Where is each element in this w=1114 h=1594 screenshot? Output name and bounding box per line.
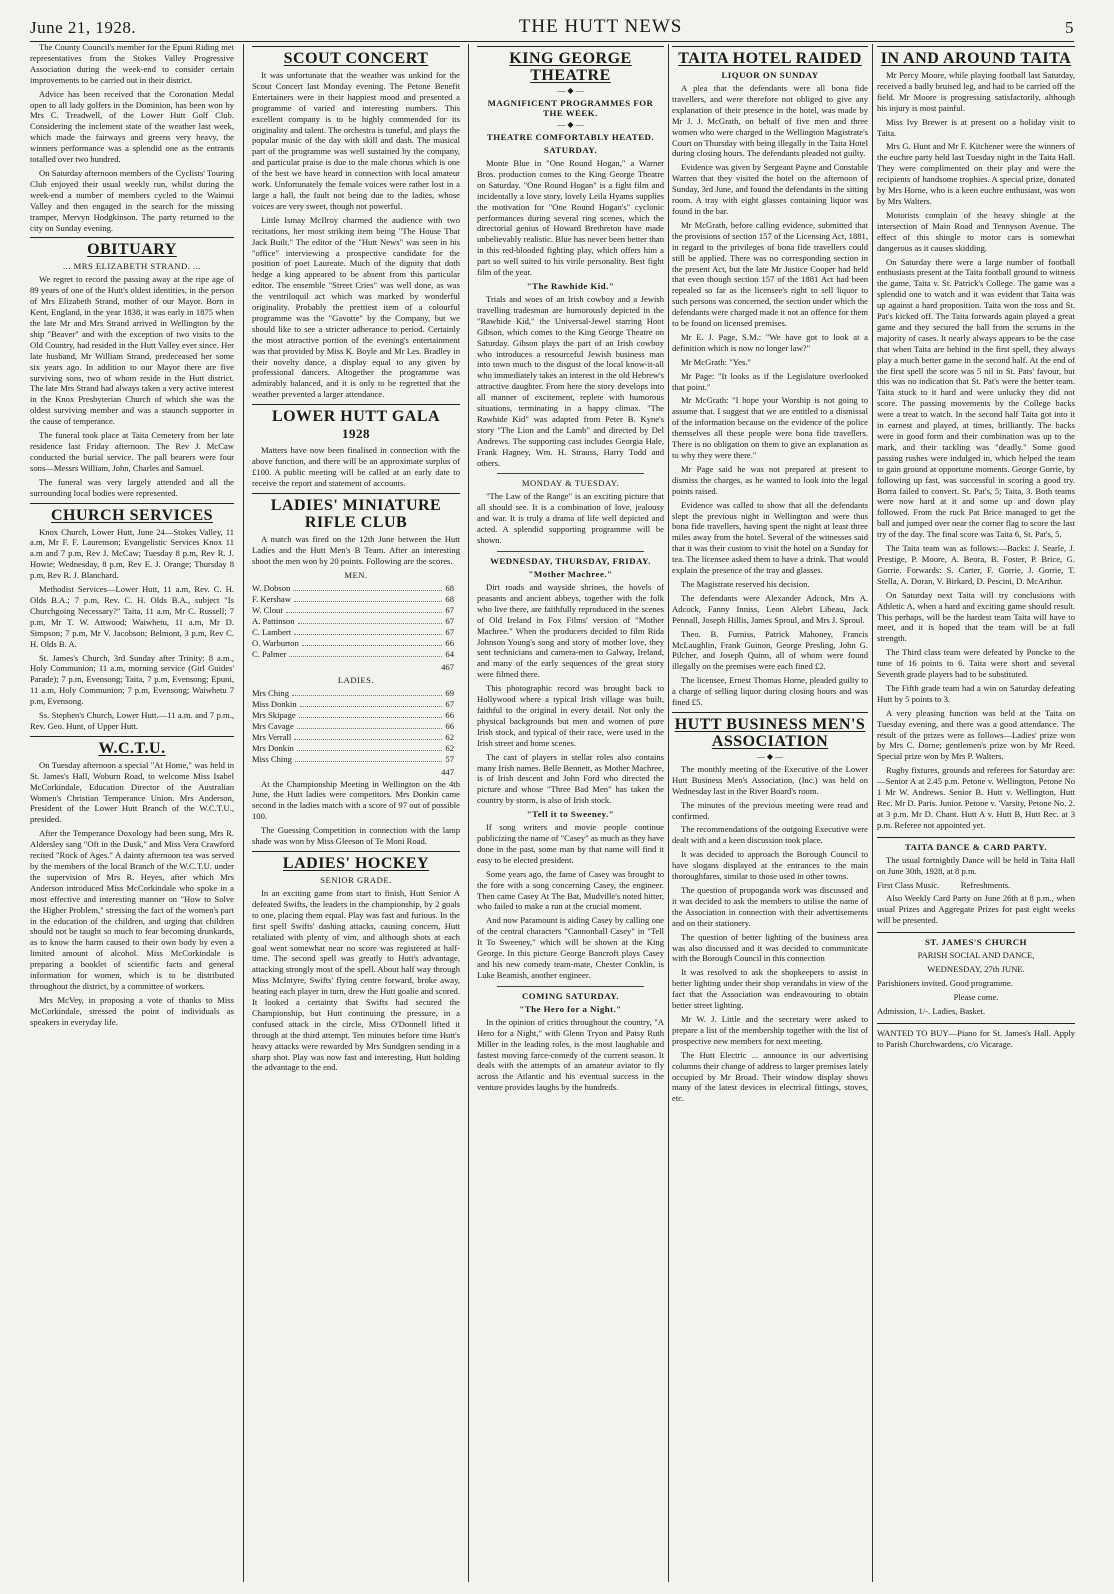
article-paragraph: The monthly meeting of the Executive of the Lower Hutt Business Men's Association, (Inc.) was held on Wednesday last in the River Board's room. <box>672 763 868 796</box>
ladies-scores-list <box>252 688 460 765</box>
church-services-heading: CHURCH SERVICES <box>30 503 234 524</box>
article-paragraph: Rugby fixtures, grounds and referees for Saturday are:—Senior A at 2.45 p.m. Petone v. Wellington, Petone No 1 Mr W. Andrews. Senior B. Hutt v. Wellington, Hutt Rec. Mr D. Paris. Junior. Petone v. 'Varsity, Petone No. 2. at 3 p.m. Mr D. Chant. Hutt A v. Hutt B, Hutt Rec. at 3 p.m. Referee not appointed yet. <box>877 765 1075 830</box>
article-paragraph: The question of better lighting of the business area was also discussed and it was decided to communicate with the Borough Council in this connection <box>672 931 868 964</box>
sweeney-heading: "Tell it to Sweeney." <box>526 809 615 820</box>
masthead <box>30 8 1074 42</box>
score-row: Miss Ching 57 <box>252 753 454 764</box>
ladies-scores-heading: LADIES. <box>337 674 375 685</box>
ad-line: First Class Music. Refreshments. <box>877 879 1011 890</box>
article-paragraph: The question of propoganda work was discussed and it was decided to ask the members to utilise the name of the Association in connection with their advertisements and on their stationery. <box>672 885 868 928</box>
theatre-subheading: THEATRE COMFORTABLY HEATED. <box>486 132 655 142</box>
article-paragraph: The cast of players in stellar roles also contains many Irish names. Belle Bennett, as Mother Machree, is of Irish descent and John Ford who directed the picture and whose "Three Bad Men" has taken the country by storm, is also of Irish stock. <box>477 751 664 806</box>
article-paragraph: We regret to record the passing away at the ripe age of 89 years of one of the Hutt's oldest identities, in the person of Mrs Elizabeth Strand, mother of our Mayor. Born in Kent, England, in the year 1838, it was early in 1875 when the late Mr and Mrs Strand arrived in Wellington by the ship "Beaver" and with the exception of two visits to the Old Country, had resided in the Hutt Valley ever since. Her late husband, Mr William Strand, predeceased her some six years ago. In addition to our Mayor there are five surviving sons, two of whom reside in the Hutt district. The late Mrs Strand had always taken a very active interest in the Knox Presbyterian Church of which she was the oldest surviving member and was a staunch supporter in the cause of temperance. <box>30 274 234 427</box>
score-row: W. Dobson 68 <box>252 582 454 593</box>
column-1 <box>30 42 234 1582</box>
mother-machree-heading: "Mother Machree." <box>528 569 613 579</box>
scout-concert-heading: SCOUT CONCERT <box>252 46 460 67</box>
rawhide-heading: "The Rawhide Kid." <box>526 280 615 291</box>
ad-line: Admission, 1/-. Ladies, Basket. <box>877 1005 986 1016</box>
st-james-ad-heading: ST. JAMES'S CHURCH <box>925 937 1027 948</box>
article-paragraph: The Taita team was as follows:—Backs: J. Searle, J. Prestige, P. Moore, A. Beora, B. Foster, P. Brice, G. Gorrie. Forwards: S. Carter, F. Gorrie, J. Gorrie, T. Stella, A. Doran, V. Birkard, D. Pescini, D. McArthur. <box>877 543 1075 586</box>
article-paragraph: The funeral took place at Taita Cemetery from her late residence last Friday afternoon. The Rev J. McCaw conducted the burial service. The pall bearers were four sons—Messrs William, John, Charles and Samuel. <box>30 430 234 473</box>
score-row: W. Clout 67 <box>252 604 454 615</box>
saturday-heading: SATURDAY. <box>543 145 598 155</box>
article-paragraph: St. James's Church, 3rd Sunday after Trinity: 8 a.m., Holy Communion; 11 a.m, morning service (Girl Guides' Parade); 7 p.m, Evensong; Taita, 7 p.m, Evensong; Epuni, 11 a.m, Holy Communion; 7 p.m, Evensong; Waiwhetu 7 p.m, Evensong. <box>30 652 234 707</box>
article-paragraph: Motorists complain of the heavy shingle at the intersection of Main Road and Tennyson Avenue. The effect of this shingle to motor cars is somewhat dangerous as it causes skidding. <box>877 209 1075 253</box>
hotel-raided-subheading: LIQUOR ON SUNDAY <box>721 70 819 80</box>
dance-ad-heading: TAITA DANCE & CARD PARTY. <box>904 841 1048 852</box>
wctu-heading: W.C.T.U. <box>30 736 234 757</box>
score-row: Mrs Verrall 62 <box>252 731 454 742</box>
divider <box>877 1023 1075 1024</box>
business-mens-heading: HUTT BUSINESS MEN'S ASSOCIATION <box>672 712 868 750</box>
article-paragraph: Mr McGrath: "I hope your Worship is not going to assume that. I suggest that we are entitled to a dismissal of the information because on the evidence of the police themselves all these people were bona fide travellers. There is no obligation on them to give an explanation as to why they were there." <box>672 395 868 460</box>
hotel-raided-heading: TAITA HOTEL RAIDED <box>672 46 868 67</box>
monday-heading: MONDAY & TUESDAY. <box>521 478 620 489</box>
article-paragraph: Trials and woes of an Irish cowboy and a Jewish travelling tradesman are humorously depicted in the "Rawhide Kid," the Universal-Jewel starring Hoot Gibson, which comes to the King George Theatre on Saturday. Gibson plays the part of an Irish cowboy who introduces a resourceful Jewish business man into town much to the disgust of the local know-it-all who immediately takes an interest in the old Hebrew's attractive daughter. From here the story develops into all manner of excitement, replete with humorous situations, terminating in a happy climax. "The Rawhide Kid" was adapted from Peter B. Kyne's story "The Lion and the Lamb" and directed by Del Andrews. The supporting cast includes Georgia Hale, Frank Hagney, Wm. H. Strauss, Harry Todd and others. <box>477 293 664 468</box>
divider <box>877 932 1075 933</box>
article-paragraph: Little Ismay McIlroy charmed the audience with two recitations, her most striking item being "The House That Jack Built." The editor of the "Hutt News" was seen in his "office" interviewing a prospective candidate for the position of poet Laureate. Much of the dignity that doth hedge a king appeared to be absent from this particular editor. The ensemble "Street Cries" was well done, as was the ventriloquil act which was marked by wonderful originality. Probably the prettiest item of a colourful programme was the "Gavotte" by the Company, but we should like to see a stricter adherance to period. Certainly the most attractive portion of the evening's entertainment was that provided by Miss K. Boyle and Mr Les. Bradley in their novelty dance, a display equal to any given by professional dancers. Altogether the programme was admirably balanced, and it is only to be regretted that the weather prevented a larger attendance. <box>252 214 460 400</box>
gala-year: 1928 <box>342 426 370 442</box>
issue-date: June 21, 1928. <box>30 18 137 37</box>
score-row: F. Kershaw 68 <box>252 593 454 604</box>
article-paragraph: On Tuesday afternoon a special "At Home," was held in St. James's Hall, Woburn Road, to welcome Miss Isabel McCorkindale, Education Director of the Australian Women's Christian Temperance Union. Mrs Anderson, President of the Lower Hutt Branch of the W.C.T.U., presided. <box>30 759 234 825</box>
theatre-subheading: MAGNIFICENT PROGRAMMES FOR THE WEEK. <box>487 98 654 118</box>
obituary-subheading: ... MRS ELIZABETH STRAND. ... <box>63 261 201 272</box>
column-rule <box>468 44 469 1582</box>
article-paragraph: In the opinion of critics throughout the country, "A Hero for a Night," with Glenn Tryon and Patsy Ruth Miller in the leading roles, is the most laughable and fastest moving farce-comedy of the current season. It deals with the attempts of an amateur aviator to fly across the Atlantic and his eventual success in the venture provides laughs by the hundreds. <box>477 1016 664 1093</box>
article-paragraph: The Third class team were defeated by Poncke to the tune of 16 points to 6. Taita were short and several Seventh grade players had to be substituted. <box>877 647 1075 680</box>
article-paragraph: The County Council's member for the Epuni Riding met representatives from the Stokes Valley Progressive Association during the week-end to consider certain improvements to be carried out in their district. <box>30 42 234 85</box>
column-rule <box>243 44 244 1582</box>
divider <box>877 837 1075 838</box>
article-paragraph: Miss Ivy Brewer is at present on a holiday visit to Taita. <box>877 116 1075 138</box>
ad-line: Also Weekly Card Party on June 26th at 8 p.m., when usual Prizes and Aggregate Prizes for past eight weeks will be presented. <box>877 893 1075 926</box>
article-paragraph: It was decided to approach the Borough Council to have slogans displayed at the entrances to the main thoroughfares, similar to those used in other towns. <box>672 849 868 882</box>
column-rule <box>668 44 669 1582</box>
article-paragraph: Mr W. J. Little and the secretary were asked to prepare a list of the membership together with the list of prospective new members for next meeting. <box>672 1013 868 1046</box>
score-row: O. Warburton 66 <box>252 637 454 648</box>
score-row: C. Lambert 67 <box>252 626 454 637</box>
men-scores-list <box>252 583 460 660</box>
men-scores-heading: MEN. <box>344 569 368 580</box>
article-paragraph: Knox Church, Lower Hutt, June 24—Stokes Valley, 11 a.m, Mr F. F. Laurenson; Evangelistic Services Knox 11 a.m and 7 p.m, Rev J. McCaw; Tuesday 8 p.m, Rev R. J. Howie; Wednesday, 8 p.m, Rev E. J. Orange; Thursday 8 p.m, Rev R. J. Blanchard. <box>30 526 234 581</box>
score-row: Mrs Skipage 66 <box>252 709 454 720</box>
article-paragraph: The funeral was very largely attended and all the surrounding local bodies were represented. <box>30 476 234 498</box>
article-paragraph: Mr Page said he was not prepared at present to dismiss the charges, as he wanted to look into the legal points raised. <box>672 463 868 496</box>
theatre-heading-line2: THEATRE <box>530 67 611 84</box>
rifle-club-heading: LADIES' MINIATURE RIFLE CLUB <box>252 493 460 531</box>
article-paragraph: Monte Blue in "One Round Hogan," a Warner Bros. production comes to the King George Theatre on Saturday. "One Round Hogan" is a fight film and incidentally a love story, lovely Leila Hyams supplies the motivation for "One Round Hogan's" cyclonic performances during several ring scenes, which the directorial genius of Howard Brethreton have made unbelievably realistic. Blue has never been better than in this red-blooded fighting play, which offers him a part so well suited to his virile personality. Best fight film of the year. <box>477 158 664 278</box>
wednesday-heading: WEDNESDAY, THURSDAY, FRIDAY. <box>490 556 651 566</box>
article-paragraph: After the Temperance Doxology had been sung, Mrs R. Aldersley sang "Oft in the Dusk," and Miss Vera Crawford recited "Rock of Ages." A dainty afternoon tea was served by the members of the local Branch of the W.C.T.U. under the supervision of Mrs R. Heyes, after which Mrs Anderson introduced Miss McCorkindale who spoke in a most effective and interesting manner on "How to Solve the Higher Problem," stressing the fact of the women's part in the education of the children, and urging that children should not be taught so much to fear becoming drunkards, as to know the harm caused to their own body by even a limited amount of alcohol. Miss McCorkindale is preparing a booklet of scientific facts and general information for women, which is to be distributed throughout the district, by a committee of workers. <box>30 828 234 991</box>
score-row: Mrs Donkin 62 <box>252 742 454 753</box>
article-paragraph: Dirt roads and wayside shrines, the hovels of peasants and ancient abbeys, together with the folk who live there, are faithfully reproduced in the scenes of Old Ireland in Fox Films' version of "Mother Machree." When the producers decided to film Rida Johnson Young's song and story of mother love, they sent technicians and camera-men to Galway, Ireland, and many of the early sequences of the great story were filmed there. <box>477 582 664 680</box>
divider <box>497 986 644 987</box>
ad-line: Please come. <box>953 991 999 1002</box>
page-number: 5 <box>1065 18 1074 37</box>
article-paragraph: On Saturday next Taita will try conclusions with Athletic A, when a hard and exciting game should result. This perhaps, will be the hardest team Taita will have to meet, and it is hoped that the team will be at full strength. <box>877 589 1075 644</box>
article-paragraph: The licensee, Ernest Thomas Horne, pleaded guilty to a charge of selling liquor during closing hours and was fined £5. <box>672 675 868 708</box>
article-paragraph: Advice has been received that the Coronation Medal open to all lady golfers in the Dominion, has been won by Mrs C. Treadwell, of the Lower Hutt Golf Club. Considering the inclement state of the weather last week, which made the fairways and greens very heavy, the winners performance was a splendid one as the entrants totalled over two hundred. <box>30 88 234 165</box>
score-row: Mrs Cavage 66 <box>252 720 454 731</box>
obituary-heading: OBITUARY <box>30 237 234 258</box>
divider <box>497 551 644 552</box>
article-paragraph: The minutes of the previous meeting were read and confirmed. <box>672 799 868 821</box>
article-paragraph: Mr Page: "It looks as if the Legislature overlooked that point." <box>672 370 868 392</box>
article-paragraph: The Fifth grade team had a win on Saturday defeating Hutt by 5 points to 3. <box>877 682 1075 704</box>
article-paragraph: In an exciting game from start to finish, Hutt Senior A defeated Swifts, the leaders in the championship, by 2 goals to one, placing them equal. Play was fast and furious. In the first spell Swifts' dashing attacks, causing concern, Hutt retaliated with plenty of vim, and although shots at each goal went somewhat near no score was registered at half-time. The second spell was greatly to Hutt's advantage, attacking strongly most of the spell. About half way through Miss McIntyre, Swifts' flying centre forward, broke away, beating each player in turn, drew the Hutt goalie and scored. It looked a certainty that Swifts had secured the Championship, but Hutt continuing the pressure, in a confused attack in the circle, Miss O'Donnell lifted it through at the third attempt. Ten minutes before time Hutt's heavy attacks were rewarded by Mrs Sundgren sending in a sharp shot. Play was now fast and interesting, Hutt holding the advantage to the end. <box>252 887 460 1073</box>
divider <box>497 473 644 474</box>
article-paragraph: The Hutt Electric ... announce in our advertising columns their change of address to larger premises lately occupied by Mr Broad. Their window display shows many of the latest devices in electrical fittings, stoves, etc. <box>672 1049 868 1104</box>
article-paragraph: If song writers and movie people continue publicizing the name of "Casey" as much as they have done in the past, some man by that name will find it easy to be elected president. <box>477 822 664 865</box>
ad-line: WEDNESDAY, 27th JUNE. <box>927 964 1025 975</box>
article-paragraph: Evidence was called to show that all the defendants slept the previous night in Wellington and were thus bona fide travellers, having spent the night at least three miles away from the hotel. Several of the witnesses said that it was their custom to visit the hotel on a Sunday for tea. The licensee asked them to have a drink. That would explain the presence of the tray and glasses. <box>672 499 868 576</box>
article-paragraph: The Guessing Competition in connection with the lamp shade was won by Miss Gleeson of Te Moni Road. <box>252 825 460 847</box>
article-paragraph: The recommendations of the outgoing Executive were dealt with and a keen discussion took place. <box>672 824 868 846</box>
article-paragraph: A very pleasing function was held at the Taita on Tuesday evening, and there was a good attendance. The result of the prizes were as follows—Ladies' prize won by Mrs C. Dorne; gentlemen's prize won by Mr Reed. Special prize won by Mrs P. Walters. <box>877 707 1075 762</box>
column-4 <box>672 42 868 1582</box>
article-paragraph: "The Law of the Range" is an exciting picture that all should see. It is a combination of love, jealousy and war. It is truly a drama of life well depicted and acted. A splendid supporting programme will be shown. <box>477 491 664 546</box>
article-paragraph: This photographic record was brought back to Hollywood where a typical Irish village was built, faithful to the original in every detail. Not only the physical backgrounds but men and women of pure Irish stock, and typical of their race, were used in the Irish street and home scenes. <box>477 683 664 748</box>
ad-line: Parishioners invited. Good programme. <box>877 977 1013 988</box>
hockey-subheading: SENIOR GRADE. <box>320 874 392 885</box>
wanted-ad: WANTED TO BUY—Piano for St. James's Hall. Apply to Parish Churchwardens, c/o Vicarage. <box>877 1027 1075 1049</box>
article-paragraph: The defendants were Alexander Adcock, Mrs A. Adcock, Fanny Inniss, Leon Alebrt Libeau, Jack Pennall, Joseph Hillis, James Sproul, and Mrs J. Sproul. <box>672 592 868 625</box>
article-paragraph: It was resolved to ask the shopkeepers to assist in better lighting under their shop verandahs in view of the fact that the Association was endeavouring to obtain better street lighting. <box>672 967 868 1011</box>
article-paragraph: The Magistrate reserved his decision. <box>681 578 810 589</box>
gala-heading: LOWER HUTT GALA <box>252 404 460 425</box>
article-paragraph: Theo. B. Furniss, Patrick Mahoney, Francis McLaughlin, Frank Guinon, George Presling, John G. Pilcher, and Joseph Quinn, all of whom were found illegally on the premises were each fined £2. <box>672 628 868 672</box>
column-2 <box>252 42 460 1582</box>
hockey-heading: LADIES' HOCKEY <box>252 851 460 872</box>
article-paragraph: A plea that the defendants were all bona fide travellers, and were therefore not obliged to give any explanation of their presence in the hotel, was made by Mr J. J. McGrath, on behalf of five men and three women who were charged in the Wellington Magistrate's Court on Thursday with being illegally in the Taita Hotel during closing hours. The defendants pleaded not guilty. <box>672 83 868 159</box>
in-and-around-taita-heading: IN AND AROUND TAITA <box>877 46 1075 67</box>
article-paragraph: Mrs G. Hunt and Mr F. Kitchener were the winners of the euchre party held last Tuesday night in the Taita Hall. They were complimented on their play and were the recipients of handsome trophies. A special prize, donated by Mrs Horne, who is a keen euchre enthusiast, was won by Mrs Walters. <box>877 141 1075 206</box>
article-paragraph: Mrs McVey, in proposing a vote of thanks to Miss McCorkindale, stressed the point of individuals as speakers in everyday life. <box>30 994 234 1027</box>
article-paragraph: Mr McGrath, before calling evidence, submitted that the provisions of section 157 of the Licensing Act, 1881, in regard to the privileges of bona fide travellers could still be applied. There was no corresponding section in the present Act, but the late Mr Justice Cooper had held that even though section 157 of the 1881 Act had been repealed so far as the licensee's right to sell liquor to such persons was concerned, the section under which the defendants were charged made it not an offence for them to be found on licensed premises. <box>672 219 868 329</box>
article-paragraph: Matters have now been finalised in connection with the above function, and there will be an approximate surplus of £100. A public meeting will be called at an early date to receive the report and statement of accounts. <box>252 445 460 488</box>
article-paragraph: Mr Percy Moore, while playing football last Saturday, received a badly bruised leg, and had to be carried off the field. Mr Moore is progressing satisfactorily, although his injury is most painful. <box>877 70 1075 113</box>
article-paragraph: A match was fired on the 12th June between the Hutt Ladies and the Hutt Men's B Team. After an interesting shoot the men won by 20 points. Following are the scores. <box>252 533 460 566</box>
article-paragraph: Some years ago, the fame of Casey was brought to the fore with a song concerning Casey, the engineer. Then came Casey At The Bat, Mudville's noted hitter, who failed to make a run at the crucial moment. <box>477 868 664 912</box>
theatre-heading: KING GEORGE <box>477 46 664 67</box>
score-row: C. Palmer 64 <box>252 648 454 659</box>
score-row: A. Pattinson 67 <box>252 615 454 626</box>
article-paragraph: And now Paramount is aiding Casey by calling one of the central characters "Cannonball Casey" in "Tell It To Sweeney," which will be shown at the King George. In this picture George Bancroft plays Casey and his new comedy team-mate, Chester Conklin, is Luke Beamish, another engineer. <box>477 915 664 980</box>
score-row: Miss Donkin 67 <box>252 698 454 709</box>
column-5 <box>877 42 1075 1582</box>
ladies-total: 447 <box>441 766 454 777</box>
ad-line: The usual fortnightly Dance will be held in Taita Hall on June 30th, 1928, at 8 p.m. <box>877 854 1075 876</box>
column-3 <box>477 42 664 1582</box>
ornament: — ◆ — <box>756 751 784 761</box>
score-row: Mrs Ching 69 <box>252 687 454 698</box>
article-paragraph: On Saturday there were a large number of football enthusiasts present at the Taita football ground to witness the game, Taita v. St. Patrick's College. The game was a splendid one to watch and it was evident that Taita was up against a hard proposition. Taita won the toss and St. Pat's kicked off. The Taita forwards again played a great game and they secured the ball from the scrums in the majority of cases. It nearly always appears to be the case that when Taita are behind in the first spell, they always play a much better game in the second half. At the end of the first spell the score was 5 nil in St. Pats' favour, but this was no indication that St. Pat's were the better team. Taita stuck to it hard and were unlucky they did not score. The passing movements by the College backs were a treat to watch. In the second half Taita got into it in earnest and played, at times, brilliantly. The backs were in good form and their combination was up to the mark, and their tackling was "deadly." Some good passing rushes were indulged in, which helped the team to gain ground at opportune moments. George Gorrie, by following up fast, was successful in scoring a good try. Borra failed to convert. St. Pat's, 5; Taita, 3. Both teams were now hard at it and some up and down play followed. From the ruck Pat Brice managed to get the ball and jumped over near the corner flag to score the last try of the day. The final score was Taita 6, St. Pat's, 5. <box>877 256 1075 540</box>
article-paragraph: On Saturday afternoon members of the Cyclists' Touring Club enjoyed their usual weekly run, whilst during the week-end a number of members cycled to the Waimui Valley and then engaged in the search for the missing tramper, Mervyn Hodgkinson. The party returned to the city on Sunday evening. <box>30 167 234 233</box>
newspaper-title: THE HUTT NEWS <box>518 16 683 37</box>
article-paragraph: At the Championship Meeting in Wellington on the 4th June, the Hutt ladies were competitors. Mrs Donkin came second in the ladies match with a score of 97 out of possible 100. <box>252 778 460 822</box>
ornament: — ◆ — <box>557 86 584 95</box>
men-total: 467 <box>441 661 454 672</box>
article-paragraph: Ss. Stephen's Church, Lower Hutt.—11 a.m. and 7 p.m., Rev. Geo. Hunt, of Upper Hutt. <box>30 710 234 731</box>
article-paragraph: Evidence was given by Sergeant Payne and Constable Warren that they visited the hotel on the afternoon of Sunday, 3rd June, and found the defendants in the sitting room. A tray with eight glasses containing liquor was found in the bar. <box>672 162 868 216</box>
ad-line: PARISH SOCIAL AND DANCE, <box>917 950 1035 961</box>
article-paragraph: Methodist Services—Lower Hutt, 11 a.m, Rev. C. H. Olds B.A.; 7 p.m, Rev. C. H. Olds B.A., subject "Is Churchgoing Necessary?" Taita, 11 a.m, Mr C. Russell; 7 p.m, Mr T. W. Attwood; Waiwhetu, 11 a.m, Mr D. Simpson; 7 p.m, Mr V. Jacobson; Belmont, 3 p.m, Rev C. H. Olds B. A. <box>30 584 234 649</box>
article-paragraph: It was unfortunate that the weather was unkind for the Scout Concert last Monday evening. The Petone Benefit Entertainers were in their happiest mood and presented a programme of varied and interesting numbers. This excellent company is to be highly commended for its originality and talent. The orchestra is tuneful, and plays the popular music of the day with skill and dash. The musical part of the programme was well sustained by the company, and particular praise is due to the male chorus which is one of the best we have heard in connection with local amateur work. Unfortunately the female voices were rather lost in a large a hall, the fault not being due to the ladies, whose voices are very sweet, though not powerful. <box>252 70 460 211</box>
ornament: — ◆ — <box>557 120 584 129</box>
coming-saturday-heading: COMING SATURDAY. <box>521 990 620 1001</box>
column-rule <box>872 44 873 1582</box>
article-paragraph: Mr E. J. Page, S.M.: "We have got to look at a definition which is now no longer law?" <box>672 331 868 353</box>
article-paragraph: Mr McGrath: "Yes." <box>681 356 751 367</box>
hero-heading: "The Hero for a Night." <box>519 1003 622 1014</box>
